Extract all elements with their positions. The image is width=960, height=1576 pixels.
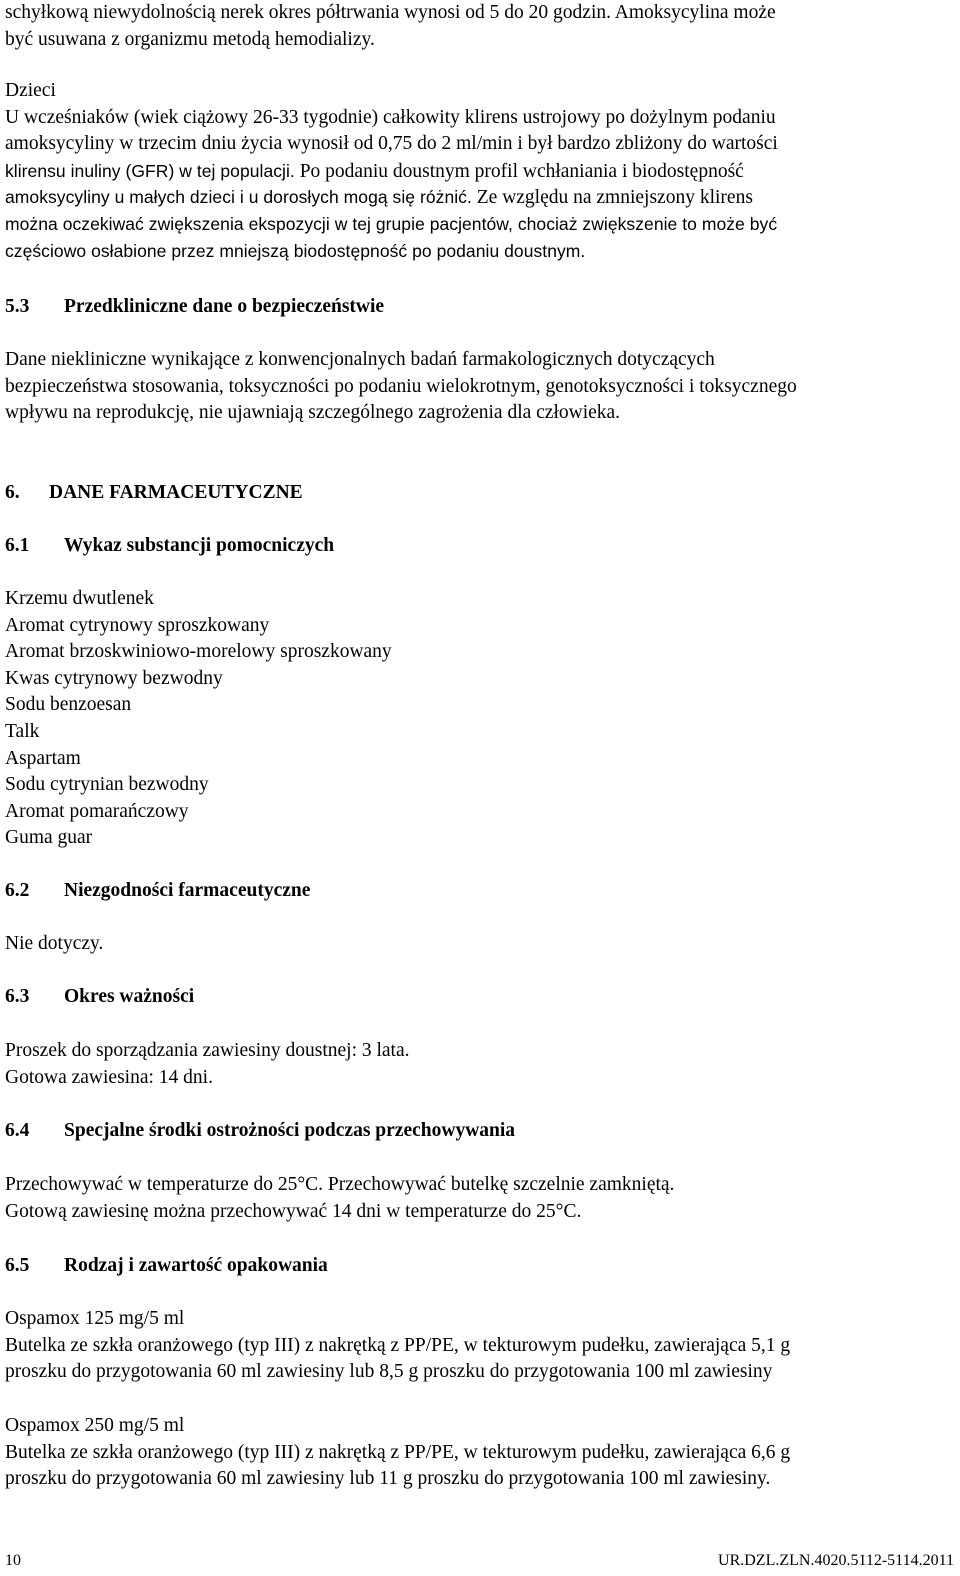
list-item: Aspartam xyxy=(5,747,81,769)
body-line: Gotowa zawiesina: 14 dni. xyxy=(5,1066,213,1088)
section-6-1 xyxy=(5,533,334,560)
list-item: Talk xyxy=(5,720,40,742)
children-line-sans: amoksycyliny u małych dzieci i u dorosłych mogą się różnić. xyxy=(5,187,472,208)
section-6-3-body xyxy=(5,1038,410,1091)
section-number: 6. xyxy=(5,482,20,503)
body-line: proszku do przygotowania 60 ml zawiesiny lub 11 g proszku do przygotowania 100 ml zawiesiny. xyxy=(5,1468,771,1490)
children-line-sans: klirensu inuliny (GFR) w tej populacji. xyxy=(5,160,295,181)
section-6-2 xyxy=(5,878,310,905)
section-number: 6.1 xyxy=(5,535,30,556)
intro-line: schyłkową niewydolnością nerek okres półtrwania wynosi od 5 do 20 godzin. Amoksycylina może xyxy=(5,2,776,23)
section-number: 6.4 xyxy=(5,1120,30,1141)
section-title: Rodzaj i zawartość opakowania xyxy=(64,1255,328,1276)
children-line-serif: Po podaniu doustnym profil wchłaniania i biodostępność xyxy=(294,160,744,182)
section-title: Okres ważności xyxy=(64,986,195,1007)
section-number: 6.5 xyxy=(5,1255,30,1276)
section-number: 5.3 xyxy=(5,296,30,317)
intro-paragraph xyxy=(5,0,776,53)
section-6-2-body xyxy=(5,931,103,958)
list-item: Aromat cytrynowy sproszkowany xyxy=(5,614,270,636)
package-title: Ospamox 125 mg/5 ml xyxy=(5,1308,185,1329)
body-line: Butelka ze szkła oranżowego (typ III) z nakrętką z PP/PE, w tekturowym pudełku, zawierająca 6,6 g xyxy=(5,1441,791,1463)
intro-line: być usuwana z organizmu metodą hemodializy. xyxy=(5,28,375,50)
section-title: DANE FARMACEUTYCZNE xyxy=(49,482,303,503)
list-item: Krzemu dwutlenek xyxy=(5,588,154,609)
section-heading xyxy=(5,1118,515,1145)
section-heading xyxy=(5,533,334,560)
section-title: Specjalne środki ostrożności podczas przechowywania xyxy=(64,1120,516,1141)
children-line: U wcześniaków (wiek ciążowy 26-33 tygodnie) całkowity klirens ustrojowy po dożylnym podaniu xyxy=(5,106,776,128)
children-line xyxy=(5,184,778,211)
section-title: Przedkliniczne dane o bezpieczeństwie xyxy=(64,296,385,317)
section-6-4 xyxy=(5,1118,515,1145)
section-5-3 xyxy=(5,294,384,321)
section-title: Wykaz substancji pomocniczych xyxy=(64,535,335,556)
section-6 xyxy=(5,480,303,507)
body-line: Gotową zawiesinę można przechowywać 14 dni w temperaturze do 25°C. xyxy=(5,1200,582,1222)
body-line: Nie dotyczy. xyxy=(5,933,104,954)
children-line: amoksycyliny w trzecim dniu życia wynosił od 0,75 do 2 ml/min i był bardzo zbliżony do wartości xyxy=(5,133,778,155)
list-item: Sodu cytrynian bezwodny xyxy=(5,774,209,796)
body-line: Proszek do sporządzania zawiesiny doustnej: 3 lata. xyxy=(5,1040,410,1061)
section-6-4-body xyxy=(5,1172,674,1225)
body-line: bezpieczeństwa stosowania, toksyczności po podaniu wielokrotnym, genotoksyczności i toksycznego xyxy=(5,375,797,397)
document-code: UR.DZL.ZLN.4020.5112-5114.2011 xyxy=(718,1552,954,1569)
section-heading xyxy=(5,1253,328,1280)
children-title: Dzieci xyxy=(5,80,56,101)
section-heading xyxy=(5,480,303,507)
body-line: Dane niekliniczne wynikające z konwencjonalnych badań farmakologicznych dotyczących xyxy=(5,349,715,370)
body-line: Przechowywać w temperaturze do 25°C. Przechowywać butelkę szczelnie zamkniętą. xyxy=(5,1174,675,1195)
section-6-5 xyxy=(5,1253,328,1280)
list-item: Sodu benzoesan xyxy=(5,694,132,716)
section-5-3-body xyxy=(5,347,797,427)
children-section xyxy=(5,78,778,264)
children-line-serif: Ze względu na zmniejszony klirens xyxy=(471,187,753,209)
section-title: Niezgodności farmaceutyczne xyxy=(64,880,311,901)
package-250 xyxy=(5,1413,790,1493)
section-heading xyxy=(5,294,384,321)
list-item: Aromat brzoskwiniowo-morelowy sproszkowany xyxy=(5,641,392,663)
package-125 xyxy=(5,1306,790,1386)
page-number: 10 xyxy=(5,1552,21,1569)
body-line: Butelka ze szkła oranżowego (typ III) z nakrętką z PP/PE, w tekturowym pudełku, zawierająca 5,1 g xyxy=(5,1334,791,1356)
section-6-3 xyxy=(5,984,194,1011)
list-item: Guma guar xyxy=(5,827,93,849)
children-line: można oczekiwać zwiększenia ekspozycji w tej grupie pacjentów, chociaż zwiększenie to może być xyxy=(5,213,778,234)
package-title: Ospamox 250 mg/5 ml xyxy=(5,1415,185,1436)
list-item: Kwas cytrynowy bezwodny xyxy=(5,667,223,689)
body-line: proszku do przygotowania 60 ml zawiesiny lub 8,5 g proszku do przygotowania 100 ml zawiesiny xyxy=(5,1361,773,1383)
children-line xyxy=(5,158,778,185)
list-item: Aromat pomarańczowy xyxy=(5,800,189,822)
body-line: wpływu na reprodukcję, nie ujawniają szczególnego zagrożenia dla człowieka. xyxy=(5,402,621,424)
section-number: 6.2 xyxy=(5,880,30,901)
children-line: częściowo osłabione przez mniejszą biodostępność po podaniu doustnym. xyxy=(5,240,586,261)
excipients-list xyxy=(5,586,392,852)
section-heading xyxy=(5,984,194,1011)
section-number: 6.3 xyxy=(5,986,30,1007)
section-heading xyxy=(5,878,310,905)
